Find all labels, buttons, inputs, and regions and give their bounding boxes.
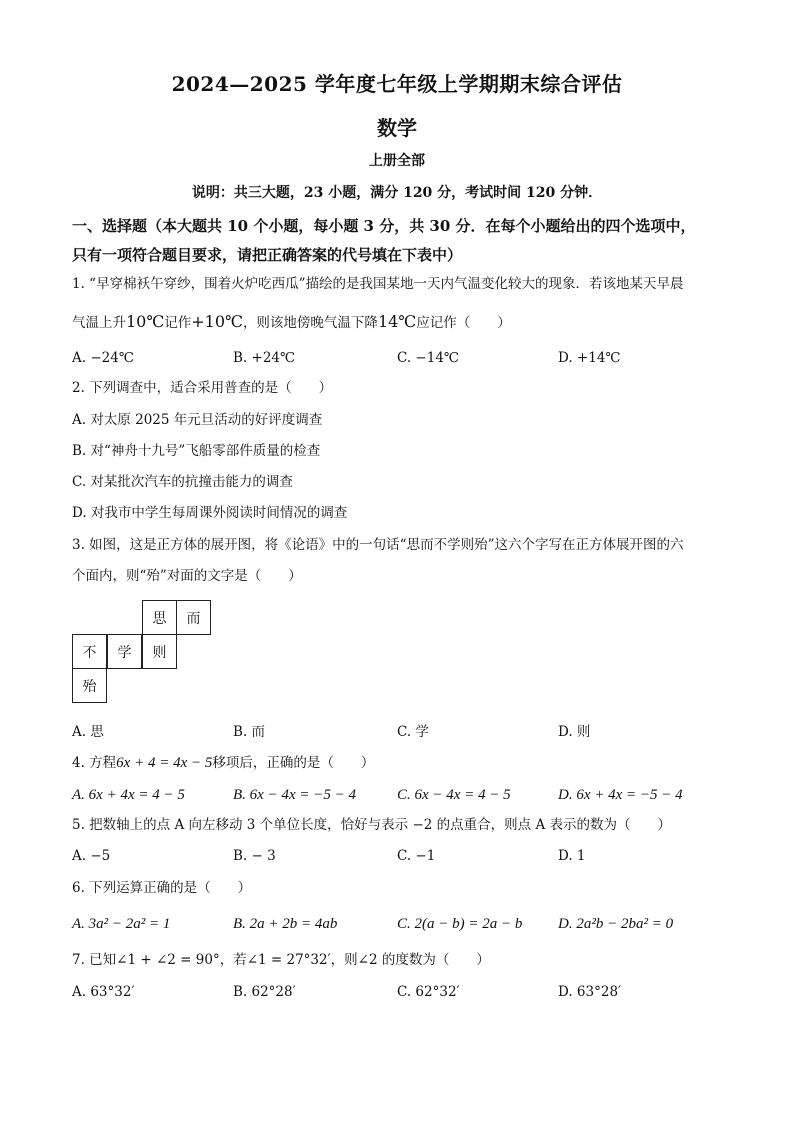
q6-option-b: B. 2a + 2b = 4ab <box>233 916 338 932</box>
q1-math-2: +10℃ <box>191 312 243 331</box>
q3-option-a: A. 思 <box>72 724 104 740</box>
q3-stem-line-2: 个面内，则“殆”对面的文字是（ ） <box>72 568 302 584</box>
exam-subject: 数学 <box>377 116 417 140</box>
exam-instructions: 说明：共三大题，23 小题，满分 120 分，考试时间 120 分钟． <box>191 185 603 201</box>
q4-text-b: 移项后，正确的是（ ） <box>212 755 375 771</box>
q4-text-a: 4. 方程 <box>72 755 117 771</box>
q7-stem: 7. 已知∠1 + ∠2 = 90°，若∠1 = 27°32′，则∠2 的度数为（ ） <box>72 952 490 968</box>
q4-option-d: D. 6x + 4x = −5 − 4 <box>558 787 683 803</box>
q6-option-c: C. 2(a − b) = 2a − b <box>397 916 523 932</box>
q1-option-c: C. −14℃ <box>397 350 460 366</box>
exam-title: 2024—2025 学年度七年级上学期期末综合评估 <box>171 72 623 96</box>
q2-option-a: A. 对太原 2025 年元旦活动的好评度调查 <box>72 412 323 428</box>
q2-option-d: D. 对我市中学生每周课外阅读时间情况的调查 <box>72 505 348 521</box>
q2-option-b: B. 对“神舟十九号”飞船零部件质量的检查 <box>72 443 321 459</box>
cube-net-figure <box>72 600 212 704</box>
q3-stem-line-1: 3. 如图，这是正方体的展开图，将《论语》中的一句话“思而不学则殆”这六个字写在正方体展开图的六 <box>72 537 684 553</box>
section-heading-line-1: 一、选择题（本大题共 10 个小题，每小题 3 分，共 30 分．在每个小题给出的四个选项中， <box>72 217 696 235</box>
q4-option-a: A. 6x + 4x = 4 − 5 <box>72 787 185 803</box>
q5-option-a: A. −5 <box>72 848 111 864</box>
q6-stem: 6. 下列运算正确的是（ ） <box>72 880 252 896</box>
cube-face-ze: 则 <box>142 634 177 669</box>
section-heading <box>72 212 732 270</box>
q4-option-b: B. 6x − 4x = −5 − 4 <box>233 787 356 803</box>
q1-text-c: ，则该地傍晚气温下降 <box>242 315 378 331</box>
cube-face-er: 而 <box>176 600 211 635</box>
q1-math-3: 14℃ <box>377 312 417 331</box>
cube-face-xue: 学 <box>107 634 142 669</box>
q5-option-b: B. − 3 <box>233 848 276 864</box>
q1-option-d: D. +14℃ <box>558 350 621 366</box>
q7-option-a: A. 63°32′ <box>72 984 135 1000</box>
q3-option-d: D. 则 <box>558 724 591 740</box>
q5-option-d: D. 1 <box>558 848 586 864</box>
q3-option-b: B. 而 <box>233 724 266 740</box>
exam-scope: 上册全部 <box>369 153 425 169</box>
q2-stem: 2. 下列调查中，适合采用普查的是（ ） <box>72 380 333 396</box>
q7-option-b: B. 62°28′ <box>233 984 296 1000</box>
cube-face-si: 思 <box>142 600 177 635</box>
q1-text-d: 应记作（ ） <box>416 315 511 331</box>
q4-equation: 6x + 4 = 4x − 5 <box>116 755 213 771</box>
cube-face-dai: 殆 <box>72 668 107 703</box>
q1-option-a: A. −24℃ <box>72 350 134 366</box>
q3-option-c: C. 学 <box>397 724 429 740</box>
q1-math-1: 10℃ <box>126 312 165 331</box>
q1-text-b: 记作 <box>164 315 192 331</box>
q1-text-a: 气温上升 <box>72 315 126 331</box>
q6-option-d: D. 2a²b − 2ba² = 0 <box>558 916 674 932</box>
q4-stem <box>72 753 374 773</box>
section-heading-line-2: 只有一项符合题目要求，请把正确答案的代号填在下表中） <box>72 246 463 264</box>
q1-stem-line-1: 1. “早穿棉袄午穿纱，围着火炉吃西瓜”描绘的是我国某地一天内气温变化较大的现象．若该地某天早晨 <box>72 276 684 292</box>
q7-option-d: D. 63°28′ <box>558 984 622 1000</box>
q2-option-c: C. 对某批次汽车的抗撞击能力的调查 <box>72 474 293 490</box>
q1-stem-line-2 <box>72 312 511 333</box>
q5-stem: 5. 把数轴上的点 A 向左移动 3 个单位长度，恰好与表示 −2 的点重合，则点 A 表示的数为（ ） <box>72 817 671 833</box>
cube-face-bu: 不 <box>72 634 107 669</box>
q1-option-b: B. +24℃ <box>233 350 296 366</box>
q7-option-c: C. 62°32′ <box>397 984 460 1000</box>
q6-option-a: A. 3a² − 2a² = 1 <box>72 916 171 932</box>
q5-option-c: C. −1 <box>397 848 436 864</box>
q4-option-c: C. 6x − 4x = 4 − 5 <box>397 787 511 803</box>
